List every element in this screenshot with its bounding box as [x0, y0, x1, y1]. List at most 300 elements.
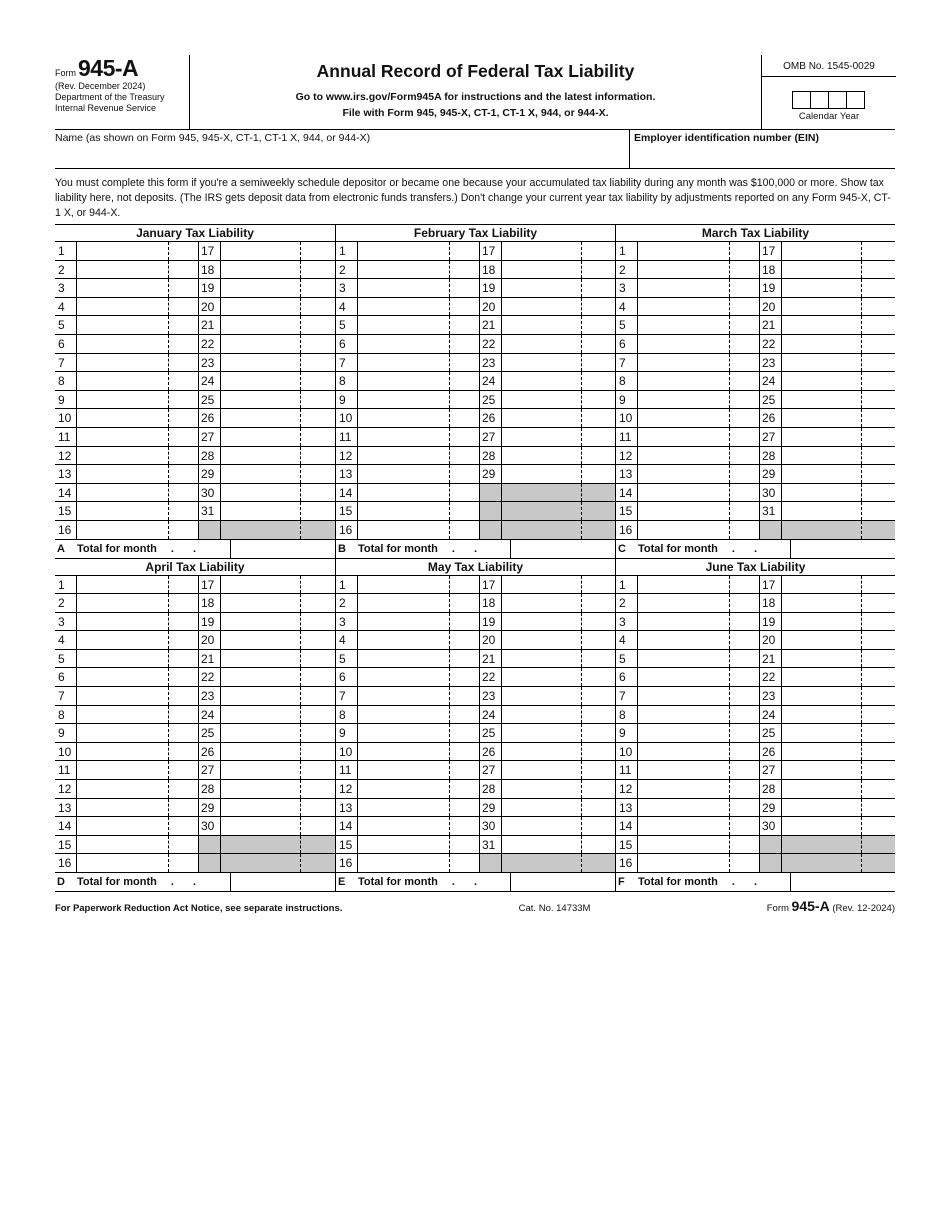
amount-cents-field[interactable]	[450, 484, 480, 502]
amount-dollars-field[interactable]	[77, 335, 169, 353]
amount-cents-field[interactable]	[301, 335, 335, 353]
amount-cents-field[interactable]	[730, 836, 760, 854]
amount-dollars-field[interactable]	[782, 484, 862, 502]
amount-cents-field[interactable]	[730, 354, 760, 372]
amount-dollars-field[interactable]	[638, 854, 730, 872]
amount-cents-field[interactable]	[730, 261, 760, 279]
amount-cents-field[interactable]	[301, 502, 335, 520]
amount-cents-field[interactable]	[169, 502, 199, 520]
amount-cents-field[interactable]	[450, 799, 480, 817]
amount-dollars-field[interactable]	[638, 391, 730, 409]
amount-dollars-field[interactable]	[221, 465, 301, 483]
amount-dollars-field[interactable]	[782, 261, 862, 279]
month-total-field[interactable]	[790, 540, 895, 558]
amount-dollars-field[interactable]	[358, 799, 450, 817]
amount-cents-field[interactable]	[862, 761, 895, 779]
amount-cents-field[interactable]	[730, 631, 760, 649]
amount-cents-field[interactable]	[450, 594, 480, 612]
amount-dollars-field[interactable]	[221, 242, 301, 260]
amount-cents-field[interactable]	[582, 428, 615, 446]
amount-dollars-field[interactable]	[638, 261, 730, 279]
amount-cents-field[interactable]	[730, 335, 760, 353]
amount-cents-field[interactable]	[169, 372, 199, 390]
amount-cents-field[interactable]	[301, 242, 335, 260]
amount-cents-field[interactable]	[301, 298, 335, 316]
amount-cents-field[interactable]	[169, 335, 199, 353]
amount-dollars-field[interactable]	[77, 261, 169, 279]
amount-cents-field[interactable]	[169, 576, 199, 594]
amount-cents-field[interactable]	[450, 836, 480, 854]
amount-cents-field[interactable]	[582, 335, 615, 353]
amount-cents-field[interactable]	[450, 631, 480, 649]
amount-dollars-field[interactable]	[221, 354, 301, 372]
amount-dollars-field[interactable]	[782, 668, 862, 686]
amount-cents-field[interactable]	[730, 761, 760, 779]
amount-dollars-field[interactable]	[502, 391, 582, 409]
amount-dollars-field[interactable]	[638, 298, 730, 316]
amount-cents-field[interactable]	[582, 316, 615, 334]
amount-dollars-field[interactable]	[358, 724, 450, 742]
amount-dollars-field[interactable]	[782, 817, 862, 835]
amount-dollars-field[interactable]	[77, 780, 169, 798]
amount-dollars-field[interactable]	[358, 465, 450, 483]
amount-dollars-field[interactable]	[221, 279, 301, 297]
amount-cents-field[interactable]	[169, 724, 199, 742]
amount-cents-field[interactable]	[862, 706, 895, 724]
amount-cents-field[interactable]	[301, 761, 335, 779]
amount-dollars-field[interactable]	[77, 613, 169, 631]
amount-dollars-field[interactable]	[77, 409, 169, 427]
amount-cents-field[interactable]	[862, 354, 895, 372]
amount-cents-field[interactable]	[169, 780, 199, 798]
amount-cents-field[interactable]	[582, 409, 615, 427]
amount-cents-field[interactable]	[730, 521, 760, 539]
amount-cents-field[interactable]	[301, 354, 335, 372]
amount-cents-field[interactable]	[730, 780, 760, 798]
calendar-year-input[interactable]	[762, 91, 896, 109]
amount-dollars-field[interactable]	[77, 502, 169, 520]
amount-dollars-field[interactable]	[221, 799, 301, 817]
amount-cents-field[interactable]	[730, 428, 760, 446]
amount-dollars-field[interactable]	[782, 631, 862, 649]
amount-cents-field[interactable]	[301, 316, 335, 334]
amount-cents-field[interactable]	[169, 743, 199, 761]
amount-cents-field[interactable]	[450, 687, 480, 705]
amount-cents-field[interactable]	[450, 428, 480, 446]
amount-dollars-field[interactable]	[638, 335, 730, 353]
amount-cents-field[interactable]	[301, 613, 335, 631]
amount-cents-field[interactable]	[730, 576, 760, 594]
amount-dollars-field[interactable]	[358, 354, 450, 372]
amount-cents-field[interactable]	[730, 724, 760, 742]
amount-dollars-field[interactable]	[358, 261, 450, 279]
amount-cents-field[interactable]	[301, 391, 335, 409]
amount-cents-field[interactable]	[862, 391, 895, 409]
amount-dollars-field[interactable]	[358, 780, 450, 798]
amount-cents-field[interactable]	[730, 279, 760, 297]
amount-dollars-field[interactable]	[782, 761, 862, 779]
amount-dollars-field[interactable]	[782, 502, 862, 520]
amount-dollars-field[interactable]	[782, 279, 862, 297]
amount-cents-field[interactable]	[301, 428, 335, 446]
amount-cents-field[interactable]	[582, 242, 615, 260]
amount-dollars-field[interactable]	[77, 372, 169, 390]
amount-dollars-field[interactable]	[782, 799, 862, 817]
amount-dollars-field[interactable]	[502, 576, 582, 594]
amount-dollars-field[interactable]	[358, 502, 450, 520]
amount-cents-field[interactable]	[301, 743, 335, 761]
amount-dollars-field[interactable]	[77, 594, 169, 612]
amount-cents-field[interactable]	[301, 409, 335, 427]
amount-dollars-field[interactable]	[221, 484, 301, 502]
amount-dollars-field[interactable]	[221, 594, 301, 612]
amount-dollars-field[interactable]	[358, 447, 450, 465]
amount-dollars-field[interactable]	[221, 687, 301, 705]
amount-cents-field[interactable]	[730, 391, 760, 409]
amount-dollars-field[interactable]	[782, 650, 862, 668]
amount-cents-field[interactable]	[862, 817, 895, 835]
amount-dollars-field[interactable]	[638, 706, 730, 724]
amount-cents-field[interactable]	[862, 372, 895, 390]
amount-cents-field[interactable]	[450, 391, 480, 409]
amount-cents-field[interactable]	[301, 261, 335, 279]
amount-dollars-field[interactable]	[221, 447, 301, 465]
amount-cents-field[interactable]	[862, 780, 895, 798]
amount-cents-field[interactable]	[301, 576, 335, 594]
amount-cents-field[interactable]	[862, 650, 895, 668]
amount-dollars-field[interactable]	[782, 594, 862, 612]
amount-cents-field[interactable]	[450, 668, 480, 686]
amount-dollars-field[interactable]	[782, 372, 862, 390]
amount-cents-field[interactable]	[582, 799, 615, 817]
amount-cents-field[interactable]	[450, 854, 480, 872]
amount-dollars-field[interactable]	[77, 428, 169, 446]
amount-cents-field[interactable]	[730, 650, 760, 668]
amount-cents-field[interactable]	[862, 409, 895, 427]
amount-cents-field[interactable]	[862, 668, 895, 686]
amount-dollars-field[interactable]	[358, 428, 450, 446]
amount-dollars-field[interactable]	[221, 391, 301, 409]
year-digit-box[interactable]	[810, 91, 829, 109]
amount-cents-field[interactable]	[862, 465, 895, 483]
amount-dollars-field[interactable]	[638, 613, 730, 631]
amount-cents-field[interactable]	[301, 650, 335, 668]
amount-cents-field[interactable]	[169, 316, 199, 334]
amount-dollars-field[interactable]	[502, 817, 582, 835]
amount-dollars-field[interactable]	[638, 743, 730, 761]
amount-cents-field[interactable]	[169, 594, 199, 612]
amount-dollars-field[interactable]	[358, 298, 450, 316]
amount-cents-field[interactable]	[450, 521, 480, 539]
amount-cents-field[interactable]	[450, 761, 480, 779]
amount-dollars-field[interactable]	[638, 447, 730, 465]
amount-dollars-field[interactable]	[77, 242, 169, 260]
amount-dollars-field[interactable]	[638, 817, 730, 835]
amount-dollars-field[interactable]	[221, 316, 301, 334]
month-total-field[interactable]	[230, 873, 335, 891]
amount-dollars-field[interactable]	[502, 743, 582, 761]
amount-dollars-field[interactable]	[638, 650, 730, 668]
amount-dollars-field[interactable]	[77, 761, 169, 779]
amount-cents-field[interactable]	[582, 465, 615, 483]
amount-dollars-field[interactable]	[221, 761, 301, 779]
amount-cents-field[interactable]	[450, 613, 480, 631]
amount-cents-field[interactable]	[450, 242, 480, 260]
month-total-field[interactable]	[790, 873, 895, 891]
amount-cents-field[interactable]	[169, 799, 199, 817]
amount-cents-field[interactable]	[862, 279, 895, 297]
amount-cents-field[interactable]	[582, 706, 615, 724]
amount-cents-field[interactable]	[301, 799, 335, 817]
amount-cents-field[interactable]	[301, 668, 335, 686]
amount-dollars-field[interactable]	[782, 576, 862, 594]
amount-cents-field[interactable]	[862, 594, 895, 612]
amount-dollars-field[interactable]	[638, 484, 730, 502]
amount-cents-field[interactable]	[450, 502, 480, 520]
amount-dollars-field[interactable]	[502, 261, 582, 279]
amount-dollars-field[interactable]	[502, 613, 582, 631]
amount-dollars-field[interactable]	[638, 521, 730, 539]
amount-dollars-field[interactable]	[358, 335, 450, 353]
amount-cents-field[interactable]	[301, 279, 335, 297]
amount-cents-field[interactable]	[730, 687, 760, 705]
name-field[interactable]: Name (as shown on Form 945, 945-X, CT-1, CT-1 X, 944, or 944-X)	[55, 132, 371, 144]
amount-dollars-field[interactable]	[77, 316, 169, 334]
amount-cents-field[interactable]	[582, 447, 615, 465]
amount-dollars-field[interactable]	[358, 631, 450, 649]
amount-cents-field[interactable]	[730, 743, 760, 761]
amount-cents-field[interactable]	[582, 724, 615, 742]
amount-dollars-field[interactable]	[502, 780, 582, 798]
amount-cents-field[interactable]	[169, 706, 199, 724]
amount-cents-field[interactable]	[730, 668, 760, 686]
amount-cents-field[interactable]	[862, 335, 895, 353]
amount-dollars-field[interactable]	[502, 631, 582, 649]
amount-cents-field[interactable]	[169, 631, 199, 649]
amount-cents-field[interactable]	[862, 298, 895, 316]
amount-dollars-field[interactable]	[77, 706, 169, 724]
amount-cents-field[interactable]	[301, 817, 335, 835]
amount-dollars-field[interactable]	[638, 799, 730, 817]
amount-cents-field[interactable]	[862, 428, 895, 446]
amount-dollars-field[interactable]	[502, 298, 582, 316]
amount-cents-field[interactable]	[730, 799, 760, 817]
amount-dollars-field[interactable]	[77, 668, 169, 686]
amount-cents-field[interactable]	[169, 409, 199, 427]
amount-dollars-field[interactable]	[502, 372, 582, 390]
amount-cents-field[interactable]	[730, 242, 760, 260]
amount-dollars-field[interactable]	[221, 298, 301, 316]
amount-cents-field[interactable]	[582, 631, 615, 649]
amount-dollars-field[interactable]	[221, 817, 301, 835]
amount-dollars-field[interactable]	[782, 743, 862, 761]
amount-cents-field[interactable]	[730, 594, 760, 612]
amount-cents-field[interactable]	[450, 335, 480, 353]
amount-cents-field[interactable]	[301, 706, 335, 724]
amount-dollars-field[interactable]	[77, 484, 169, 502]
amount-dollars-field[interactable]	[358, 761, 450, 779]
amount-cents-field[interactable]	[730, 613, 760, 631]
amount-cents-field[interactable]	[301, 447, 335, 465]
amount-dollars-field[interactable]	[782, 687, 862, 705]
amount-dollars-field[interactable]	[221, 668, 301, 686]
amount-dollars-field[interactable]	[221, 743, 301, 761]
amount-dollars-field[interactable]	[502, 428, 582, 446]
amount-dollars-field[interactable]	[502, 799, 582, 817]
amount-dollars-field[interactable]	[638, 242, 730, 260]
amount-cents-field[interactable]	[169, 428, 199, 446]
amount-dollars-field[interactable]	[782, 354, 862, 372]
amount-cents-field[interactable]	[862, 576, 895, 594]
amount-dollars-field[interactable]	[638, 502, 730, 520]
month-total-field[interactable]	[510, 873, 615, 891]
amount-cents-field[interactable]	[169, 836, 199, 854]
amount-cents-field[interactable]	[582, 780, 615, 798]
amount-dollars-field[interactable]	[221, 372, 301, 390]
amount-cents-field[interactable]	[169, 484, 199, 502]
amount-cents-field[interactable]	[301, 465, 335, 483]
amount-cents-field[interactable]	[862, 724, 895, 742]
amount-dollars-field[interactable]	[221, 724, 301, 742]
amount-dollars-field[interactable]	[782, 316, 862, 334]
amount-dollars-field[interactable]	[782, 465, 862, 483]
amount-dollars-field[interactable]	[782, 613, 862, 631]
amount-cents-field[interactable]	[450, 409, 480, 427]
amount-dollars-field[interactable]	[77, 743, 169, 761]
amount-cents-field[interactable]	[450, 298, 480, 316]
amount-dollars-field[interactable]	[77, 354, 169, 372]
amount-dollars-field[interactable]	[782, 447, 862, 465]
amount-cents-field[interactable]	[582, 650, 615, 668]
amount-dollars-field[interactable]	[77, 576, 169, 594]
amount-cents-field[interactable]	[301, 372, 335, 390]
amount-cents-field[interactable]	[862, 261, 895, 279]
amount-dollars-field[interactable]	[358, 668, 450, 686]
amount-cents-field[interactable]	[169, 817, 199, 835]
amount-dollars-field[interactable]	[358, 854, 450, 872]
amount-dollars-field[interactable]	[782, 391, 862, 409]
amount-dollars-field[interactable]	[782, 298, 862, 316]
amount-dollars-field[interactable]	[502, 279, 582, 297]
amount-dollars-field[interactable]	[77, 687, 169, 705]
amount-dollars-field[interactable]	[77, 298, 169, 316]
amount-dollars-field[interactable]	[782, 242, 862, 260]
amount-dollars-field[interactable]	[221, 335, 301, 353]
amount-cents-field[interactable]	[730, 854, 760, 872]
amount-dollars-field[interactable]	[221, 409, 301, 427]
amount-dollars-field[interactable]	[358, 594, 450, 612]
amount-cents-field[interactable]	[301, 780, 335, 798]
amount-cents-field[interactable]	[450, 261, 480, 279]
amount-cents-field[interactable]	[301, 594, 335, 612]
amount-cents-field[interactable]	[450, 465, 480, 483]
amount-dollars-field[interactable]	[638, 316, 730, 334]
amount-cents-field[interactable]	[862, 484, 895, 502]
amount-dollars-field[interactable]	[502, 594, 582, 612]
amount-cents-field[interactable]	[169, 447, 199, 465]
amount-cents-field[interactable]	[582, 576, 615, 594]
amount-cents-field[interactable]	[169, 761, 199, 779]
amount-cents-field[interactable]	[450, 724, 480, 742]
amount-cents-field[interactable]	[169, 521, 199, 539]
amount-cents-field[interactable]	[582, 391, 615, 409]
ein-field[interactable]	[629, 130, 819, 168]
amount-dollars-field[interactable]	[502, 354, 582, 372]
amount-dollars-field[interactable]	[782, 428, 862, 446]
amount-dollars-field[interactable]	[221, 576, 301, 594]
amount-dollars-field[interactable]	[782, 724, 862, 742]
amount-dollars-field[interactable]	[221, 261, 301, 279]
amount-dollars-field[interactable]	[221, 780, 301, 798]
amount-cents-field[interactable]	[582, 594, 615, 612]
amount-cents-field[interactable]	[862, 613, 895, 631]
amount-dollars-field[interactable]	[638, 594, 730, 612]
amount-cents-field[interactable]	[582, 298, 615, 316]
amount-dollars-field[interactable]	[638, 409, 730, 427]
amount-dollars-field[interactable]	[502, 316, 582, 334]
amount-cents-field[interactable]	[169, 465, 199, 483]
amount-cents-field[interactable]	[450, 354, 480, 372]
amount-dollars-field[interactable]	[358, 316, 450, 334]
amount-cents-field[interactable]	[169, 354, 199, 372]
amount-cents-field[interactable]	[169, 668, 199, 686]
amount-cents-field[interactable]	[730, 465, 760, 483]
amount-cents-field[interactable]	[169, 613, 199, 631]
amount-dollars-field[interactable]	[638, 687, 730, 705]
amount-cents-field[interactable]	[582, 687, 615, 705]
amount-cents-field[interactable]	[582, 668, 615, 686]
amount-dollars-field[interactable]	[77, 391, 169, 409]
amount-cents-field[interactable]	[862, 799, 895, 817]
amount-cents-field[interactable]	[582, 613, 615, 631]
amount-dollars-field[interactable]	[638, 668, 730, 686]
amount-dollars-field[interactable]	[221, 706, 301, 724]
amount-cents-field[interactable]	[169, 650, 199, 668]
amount-dollars-field[interactable]	[77, 650, 169, 668]
amount-dollars-field[interactable]	[358, 706, 450, 724]
amount-cents-field[interactable]	[450, 447, 480, 465]
amount-dollars-field[interactable]	[502, 650, 582, 668]
amount-cents-field[interactable]	[450, 817, 480, 835]
amount-cents-field[interactable]	[862, 631, 895, 649]
amount-dollars-field[interactable]	[358, 484, 450, 502]
amount-dollars-field[interactable]	[502, 335, 582, 353]
amount-dollars-field[interactable]	[77, 447, 169, 465]
amount-dollars-field[interactable]	[502, 465, 582, 483]
amount-dollars-field[interactable]	[502, 836, 582, 854]
amount-dollars-field[interactable]	[358, 521, 450, 539]
amount-cents-field[interactable]	[450, 650, 480, 668]
amount-cents-field[interactable]	[450, 316, 480, 334]
amount-dollars-field[interactable]	[358, 613, 450, 631]
amount-dollars-field[interactable]	[221, 502, 301, 520]
amount-dollars-field[interactable]	[502, 687, 582, 705]
amount-dollars-field[interactable]	[502, 447, 582, 465]
month-total-field[interactable]	[510, 540, 615, 558]
amount-cents-field[interactable]	[582, 817, 615, 835]
amount-dollars-field[interactable]	[358, 817, 450, 835]
amount-cents-field[interactable]	[730, 502, 760, 520]
amount-cents-field[interactable]	[582, 743, 615, 761]
amount-cents-field[interactable]	[301, 687, 335, 705]
amount-dollars-field[interactable]	[77, 279, 169, 297]
amount-cents-field[interactable]	[730, 817, 760, 835]
amount-dollars-field[interactable]	[638, 780, 730, 798]
amount-dollars-field[interactable]	[502, 409, 582, 427]
amount-dollars-field[interactable]	[638, 836, 730, 854]
amount-dollars-field[interactable]	[502, 761, 582, 779]
amount-dollars-field[interactable]	[638, 354, 730, 372]
